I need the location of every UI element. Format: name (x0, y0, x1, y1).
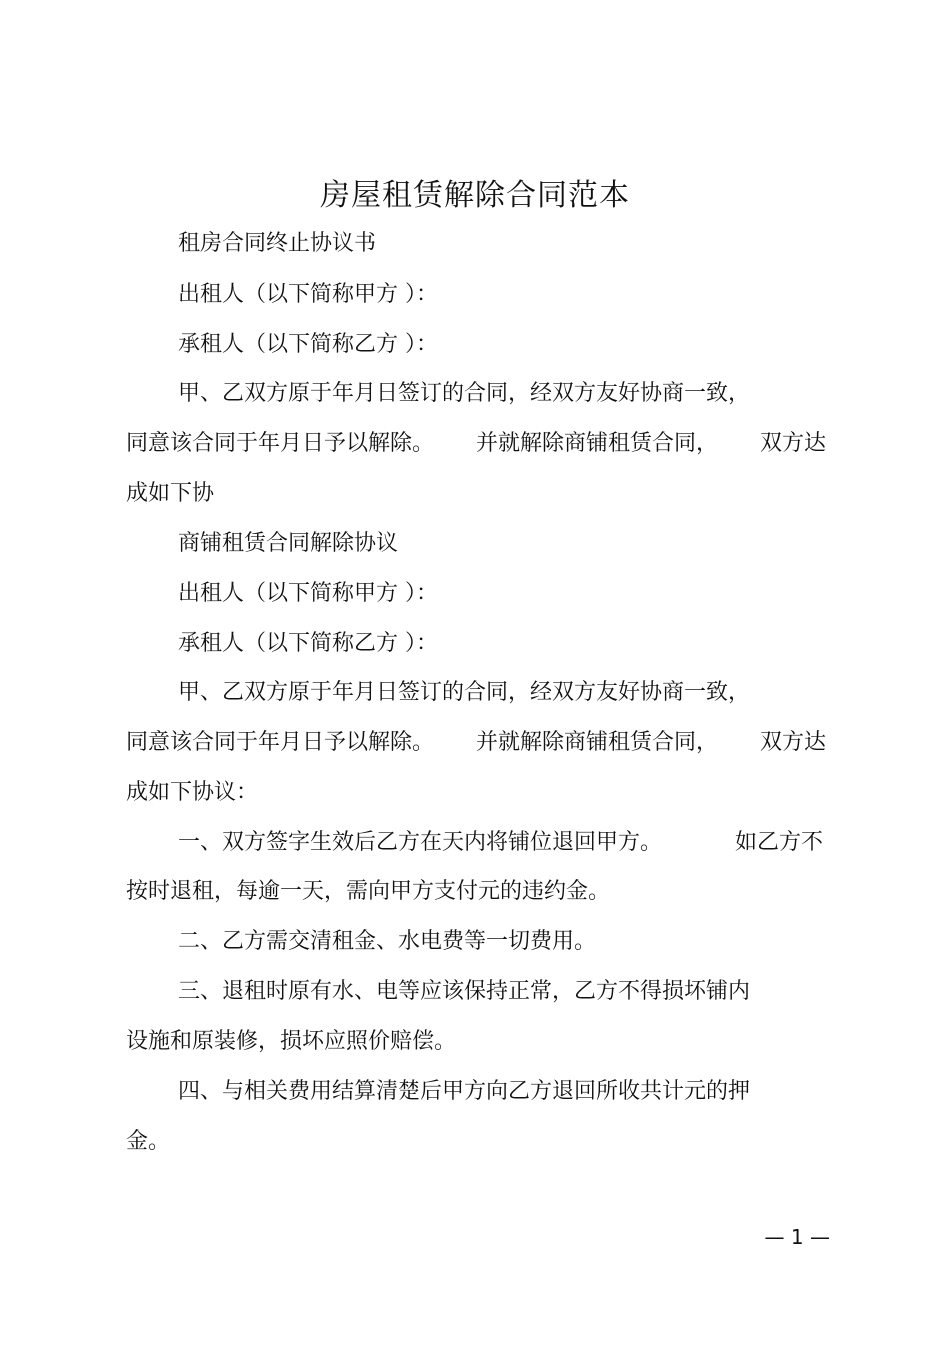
clause-3-continued: 设施和原装修，损坏应照价赔偿。 (126, 1029, 457, 1054)
paragraph-line (126, 429, 826, 459)
clause-1-continued: 按时退租，每逾一天，需向甲方支付元的违约金。 (126, 879, 611, 904)
clause-4: 四、与相关费用结算清楚后甲方向乙方退回所收共计元的押 (178, 1079, 751, 1104)
subtitle-shop-lease-termination: 商铺租赁合同解除协议 (178, 531, 399, 556)
paragraph-line (126, 728, 826, 758)
line-segment: 双方达 (759, 431, 826, 456)
lessee-line: 承租人（以下简称乙方 ）： (178, 631, 438, 656)
line-segment: 双方达 (759, 730, 826, 755)
line-segment: 同意该合同于年月日予以解除。 (126, 730, 435, 755)
paragraph-line: 甲、乙双方原于年月日签订的合同，经双方友好协商一致， (178, 680, 751, 705)
lessor-line: 出租人（以下简称甲方 ）： (178, 282, 438, 307)
line-segment: 并就解除商铺租赁合同， (475, 431, 718, 456)
paragraph-line: 成如下协议： (126, 780, 259, 805)
clause-1 (178, 828, 823, 858)
subtitle-termination-agreement: 租房合同终止协议书 (178, 231, 377, 256)
lessor-line: 出租人（以下简称甲方 ）： (178, 581, 438, 606)
paragraph-line: 成如下协 (126, 481, 215, 506)
line-segment: 并就解除商铺租赁合同， (475, 730, 718, 755)
clause-4-continued: 金。 (126, 1129, 171, 1154)
paragraph-line: 甲、乙双方原于年月日签订的合同，经双方友好协商一致， (178, 381, 751, 406)
line-segment: 如乙方不 (734, 830, 823, 855)
line-segment: 同意该合同于年月日予以解除。 (126, 431, 435, 456)
page-number: — 1 — (764, 1225, 830, 1249)
lessee-line: 承租人（以下简称乙方 ）： (178, 332, 438, 357)
clause-2: 二、乙方需交清租金、水电费等一切费用。 (178, 929, 597, 954)
clause-3: 三、退租时原有水、电等应该保持正常，乙方不得损坏铺内 (178, 979, 751, 1004)
document-title: 房屋租赁解除合同范本 (320, 178, 630, 213)
line-segment: 一、双方签字生效后乙方在天内将铺位退回甲方。 (178, 830, 663, 855)
